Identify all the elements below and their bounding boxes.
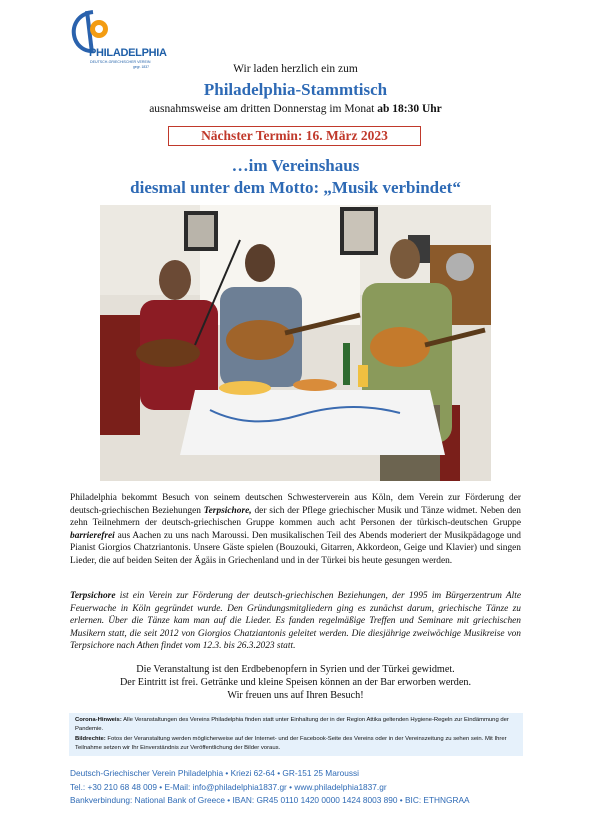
footer-bank: Bankverbindung: National Bank of Greece • IBAN: GR45 0110 1420 0000 1424 8003 890 • BIC: ETHNGRAA xyxy=(70,795,470,805)
paragraph-visit xyxy=(70,492,521,568)
para1-barrierefrei: barrierefrei xyxy=(70,530,115,541)
event-title: Philadelphia-Stammtisch xyxy=(203,80,388,99)
closing-line-2: Der Eintritt ist frei. Getränke und kleine Speisen können an der Bar erworben werden. xyxy=(119,676,472,688)
logo-name: PHILADELPHIA xyxy=(89,47,167,59)
next-date-box: Nächster Termin: 16. März 2023 xyxy=(168,126,421,146)
para1-text-3: aus Aachen zu uns nach Maroussi. Den musikalischen Teil des Abends moderiert der Musikpädagoge und Pianist Giorgios Chatzriantonis. Unsere Gäste spielen (Bouzouki, Gitarren, Akkordeon, Geige und Klavier) und singen Lieder, die auf beiden Seiten der Ägäis in Griechenland und in der Türkei bis heute gesungen werden. xyxy=(70,530,521,566)
closing-block xyxy=(0,664,591,702)
event-schedule xyxy=(0,103,591,115)
para1-text-1: Philadelphia bekommt Besuch von seinem deutschen Schwesterverein aus Köln, dem Verein zur Förderung der deutsch-griechischen Beziehungen xyxy=(70,493,521,516)
photo-rights-notice xyxy=(75,735,517,752)
schedule-text: ausnahmsweise am dritten Donnerstag im Monat xyxy=(149,103,378,115)
event-headline xyxy=(0,155,591,199)
footer-contact xyxy=(70,767,470,808)
paragraph-terpsichore xyxy=(70,590,521,653)
invite-intro: Wir laden herzlich ein zum xyxy=(233,63,358,75)
schedule-time: ab 18:30 Uhr xyxy=(377,103,442,115)
musicians-illustration xyxy=(100,205,491,481)
footer-contact-line[interactable]: Tel.: +30 210 68 48 009 • E-Mail: info@philadelphia1837.gr • www.philadelphia1837.gr xyxy=(70,781,387,792)
para1-terpsichore: Terpsichore, xyxy=(203,505,252,516)
headline-line-1: …im Vereinshaus xyxy=(231,156,360,175)
corona-notice xyxy=(75,716,517,733)
logo-since: gegr. 1837 xyxy=(133,65,150,69)
headline-line-2: diesmal unter dem Motto: „Musik verbindet“ xyxy=(130,178,461,197)
musicians-photo xyxy=(100,205,491,481)
photo-rights-label: Bildrechte: xyxy=(75,736,106,743)
photo-rights-text: Fotos der Veranstaltung werden möglicherweise auf der Internet- und der Facebook-Seite des Vereins oder in der Vereinszeitung zu sehen sein. Mit Ihrer Teilnahme setzen wir Ihr Einverständnis zur Veröffentlichung der Bilder voraus. xyxy=(75,736,507,751)
para1-text-2: der sich der Pflege griechischer Musik und Tänze widmet. Neben den zehn Teilnehmern der deutsch-griechischen Gruppe kommen auch acht Personen der türkisch-deutschen Gruppe xyxy=(70,505,521,529)
logo-tagline: DEUTSCH-GRIECHISCHER VEREIN xyxy=(90,60,151,64)
closing-line-3: Wir freuen uns auf Ihren Besuch! xyxy=(227,689,364,701)
para2-terpsichore: Terpsichore xyxy=(70,591,116,601)
corona-text: Alle Veranstaltungen des Vereins Philadelphia finden statt unter Einhaltung der in der Region Attika geltenden Hygiene-Regeln zur Eindämmung der Pandemie. xyxy=(75,717,509,732)
notice-box xyxy=(69,713,523,756)
para2-text: ist ein Verein zur Förderung der deutsch-griechischen Beziehungen, der 1995 im Bürgerzentrum Alte Feuerwache in Köln gegründet wurde. Den Gründungsmitgliedern ging es zunächst darum, griechische Tänze zu erlernen. Über die Tänze kam man auf die Lieder. Es fanden regelmäßige Treffen und Seminare mit griechischen Musikern statt, die seit 2012 von Giorgios Chatziantonis geleitet werden. Die diesjährige zweiwöchige Musikreise von Terpsichore nach Athen findet vom 12.3. bis 26.3.2023 statt. xyxy=(70,591,521,652)
footer-address: Deutsch-Griechischer Verein Philadelphia • Kriezi 62-64 • GR-151 25 Maroussi xyxy=(70,768,359,778)
closing-line-1: Die Veranstaltung ist den Erdbebenopfern in Syrien und der Türkei gewidmet. xyxy=(136,664,455,675)
corona-label: Corona-Hinweis: xyxy=(75,717,122,723)
philadelphia-logo xyxy=(69,9,169,71)
